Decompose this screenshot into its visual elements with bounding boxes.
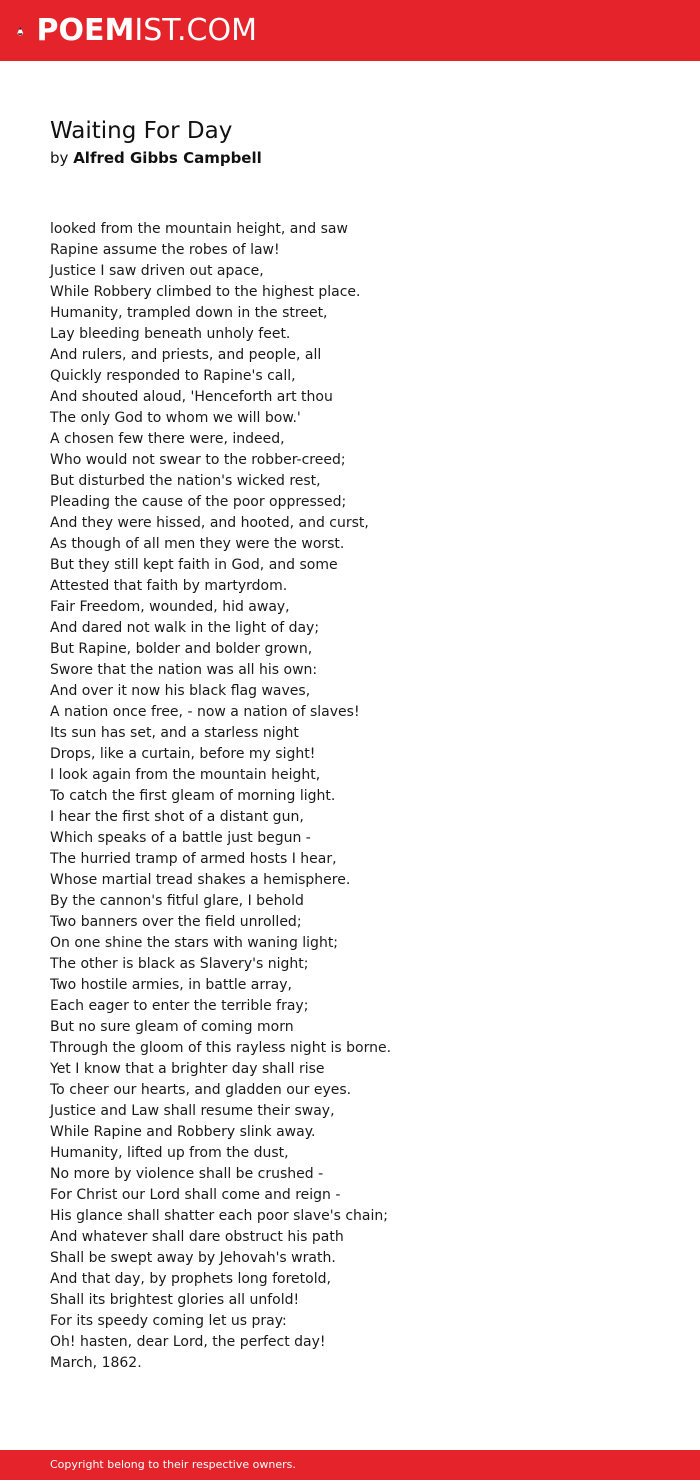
poem-line: Swore that the nation was all his own: xyxy=(50,662,318,678)
poem-author: Alfred Gibbs Campbell xyxy=(73,149,262,167)
poem-line: Oh! hasten, dear Lord, the perfect day! xyxy=(50,1334,326,1350)
poem-line: And over it now his black flag waves, xyxy=(50,683,311,699)
logo-text-bold: POEM xyxy=(36,13,135,48)
poem-line: But no sure gleam of coming morn xyxy=(50,1019,294,1035)
poem-line: looked from the mountain height, and saw xyxy=(50,221,348,237)
poem-line: I hear the first shot of a distant gun, xyxy=(50,809,304,825)
poem-line: Its sun has set, and a starless night xyxy=(50,725,299,741)
site-logo-text xyxy=(36,13,257,48)
logo-text-thin: IST.COM xyxy=(134,13,257,48)
poem-line: And shouted aloud, 'Henceforth art thou xyxy=(50,389,333,405)
poem-line: And they were hissed, and hooted, and curst, xyxy=(50,515,369,531)
poem-line: Humanity, lifted up from the dust, xyxy=(50,1145,289,1161)
poem-line: Justice I saw driven out apace, xyxy=(50,263,264,279)
poem-line: The only God to whom we will bow.' xyxy=(50,410,301,426)
pencil-tip-icon xyxy=(17,9,24,53)
poem-line: Attested that faith by martyrdom. xyxy=(50,578,288,594)
poem-line: For Christ our Lord shall come and reign - xyxy=(50,1187,341,1203)
poem-line: Lay bleeding beneath unholy feet. xyxy=(50,326,291,342)
poem-line: Whose martial tread shakes a hemisphere. xyxy=(50,872,351,888)
site-header xyxy=(0,0,700,61)
poem-body xyxy=(50,219,670,1374)
poem-line: Shall be swept away by Jehovah's wrath. xyxy=(50,1250,336,1266)
poem-line: But disturbed the nation's wicked rest, xyxy=(50,473,321,489)
poem-line: And dared not walk in the light of day; xyxy=(50,620,320,636)
poem-line: Fair Freedom, wounded, hid away, xyxy=(50,599,290,615)
poem-line: The other is black as Slavery's night; xyxy=(50,956,309,972)
poem-line: Rapine assume the robes of law! xyxy=(50,242,280,258)
poem-line: A chosen few there were, indeed, xyxy=(50,431,285,447)
poem-byline xyxy=(50,148,262,169)
poem-line: On one shine the stars with waning light; xyxy=(50,935,339,951)
poem-title: Waiting For Day xyxy=(50,118,233,144)
poem-line: The hurried tramp of armed hosts I hear, xyxy=(50,851,337,867)
poem-line: A nation once free, - now a nation of slaves! xyxy=(50,704,360,720)
poem-line: Who would not swear to the robber-creed; xyxy=(50,452,346,468)
poem-line: To cheer our hearts, and gladden our eyes. xyxy=(50,1082,352,1098)
poem-line: His glance shall shatter each poor slave's chain; xyxy=(50,1208,388,1224)
poem-line: Shall its brightest glories all unfold! xyxy=(50,1292,300,1308)
poem-line: While Robbery climbed to the highest place. xyxy=(50,284,361,300)
poem-line: Quickly responded to Rapine's call, xyxy=(50,368,296,384)
site-footer xyxy=(0,1450,700,1480)
poem-line: And that day, by prophets long foretold, xyxy=(50,1271,331,1287)
site-logo-link[interactable] xyxy=(17,8,257,54)
poem-line: I look again from the mountain height, xyxy=(50,767,321,783)
poem-line: Two banners over the field unrolled; xyxy=(50,914,302,930)
poem-line: To catch the first gleam of morning light. xyxy=(50,788,336,804)
poem-line: March, 1862. xyxy=(50,1355,142,1371)
poem-line: While Rapine and Robbery slink away. xyxy=(50,1124,316,1140)
poem-line: As though of all men they were the worst. xyxy=(50,536,345,552)
poem-line: And rulers, and priests, and people, all xyxy=(50,347,322,363)
poem-line: Which speaks of a battle just begun - xyxy=(50,830,311,846)
poem-line: By the cannon's fitful glare, I behold xyxy=(50,893,304,909)
poem-line: Through the gloom of this rayless night is borne. xyxy=(50,1040,392,1056)
poem-line: Drops, like a curtain, before my sight! xyxy=(50,746,316,762)
poem-line: But they still kept faith in God, and some xyxy=(50,557,338,573)
poem-line: No more by violence shall be crushed - xyxy=(50,1166,324,1182)
poem-line: Two hostile armies, in battle array, xyxy=(50,977,292,993)
poem-line: Humanity, trampled down in the street, xyxy=(50,305,328,321)
poem-line: For its speedy coming let us pray: xyxy=(50,1313,287,1329)
poem-line: Pleading the cause of the poor oppressed; xyxy=(50,494,347,510)
poem-line: But Rapine, bolder and bolder grown, xyxy=(50,641,313,657)
poem-line: And whatever shall dare obstruct his path xyxy=(50,1229,344,1245)
poem-line: Justice and Law shall resume their sway, xyxy=(50,1103,335,1119)
poem-line: Each eager to enter the terrible fray; xyxy=(50,998,309,1014)
byline-label: by xyxy=(50,149,69,167)
poem-line: Yet I know that a brighter day shall rise xyxy=(50,1061,325,1077)
copyright-notice: Copyright belong to their respective owners. xyxy=(50,1458,296,1471)
